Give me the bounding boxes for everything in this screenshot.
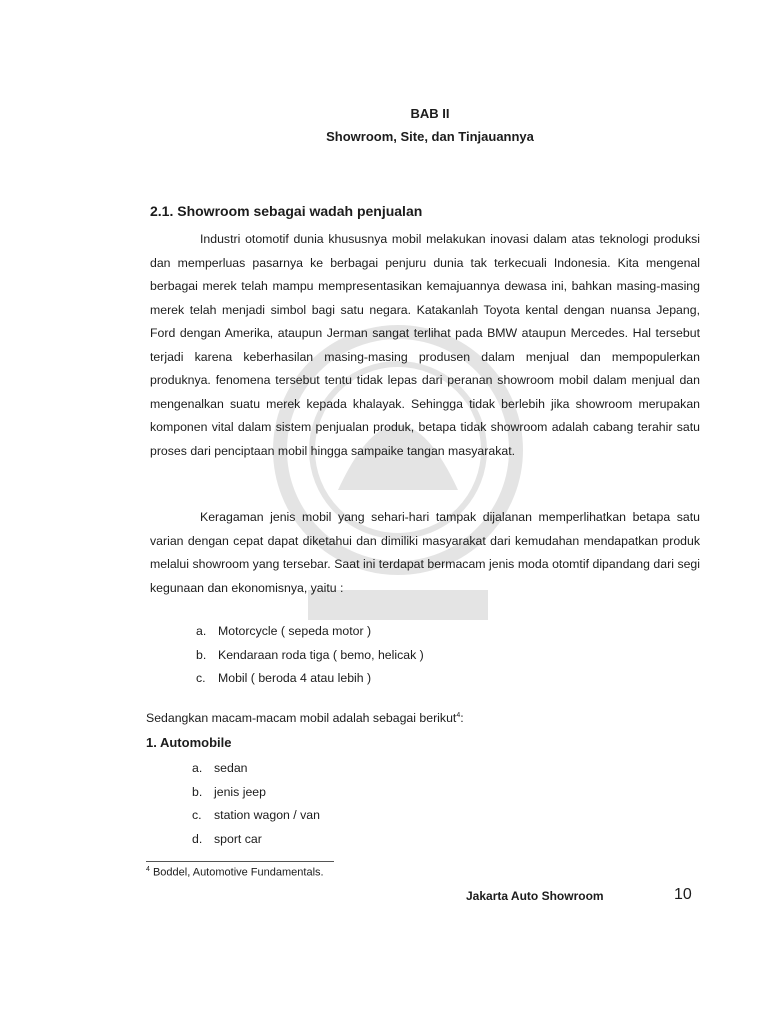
list-item [192, 828, 320, 852]
list-item-text: Mobil ( beroda 4 atau lebih ) [218, 671, 372, 685]
list-item-text: station wagon / van [214, 808, 320, 822]
footnote-number: 4 [146, 866, 150, 873]
running-title: Jakarta Auto Showroom [466, 889, 604, 903]
footnote [146, 866, 324, 879]
footnote-text: Boddel, Automotive Fundamentals. [152, 866, 324, 879]
list-item-text: sedan [214, 761, 248, 775]
list-marker: a. [192, 761, 203, 775]
body-paragraph: Industri otomotif dunia khususnya mobil melakukan inovasi dalam atas teknologi produksi dan memperluas pasarnya ke berbagai penjuru dunia tak terkecuali Indonesia. Kita mengenal berbagai merek telah mampu mempresentasikan kemajuannya dewasa ini, bahkan masing-masing merek telah menjadi simbol bagi satu negara. Katakanlah Toyota kental dengan nuansa Jepang, Ford dengan Amerika, ataupun Jerman sangat terlihat pada BMW ataupun Mercedes. Hal tersebut terjadi karena keberhasilan masing-masing produsen dalam menjual dan mempopulerkan produknya. fenomena tersebut tentu tidak lepas dari peranan showroom mobil dalam menjual dan mengenalkan suatu merek kepada khalayak. Sehingga tidak berlebih jika showroom merupakan komponen vital dalam sistem penjualan produk, betapa tidak showroom adalah cabang terahir satu proses dari penciptaan mobil hingga sampaike tangan masyarakat. [150, 232, 700, 458]
list-item [196, 620, 424, 644]
list-marker: c. [196, 671, 206, 685]
list-item-text: jenis jeep [214, 784, 266, 799]
body-paragraph: Keragaman jenis mobil yang sehari-hari tampak dijalanan memperlihatkan betapa satu varian dengan cepat dapat diketahui dan dimiliki masyarakat dari kemudahan mendapatkan produk melalui showroom yang tersebar. Saat ini terdapat bermacam jenis moda otomtif dipandang dari segi kegunaan dan ekonomisnya, yaitu : [150, 510, 700, 595]
automobile-list [192, 757, 320, 851]
list-marker: c. [192, 808, 202, 822]
list-item-text: sport car [214, 831, 262, 846]
page-number: 10 [674, 886, 692, 903]
footnote-ref: 4 [456, 711, 461, 719]
list-marker: b. [192, 784, 203, 799]
chapter-number: BAB II [410, 106, 450, 121]
list-marker: b. [196, 647, 207, 662]
section-heading: 2.1. Showroom sebagai wadah penjualan [150, 203, 423, 219]
automobile-heading: 1. Automobile [146, 735, 232, 750]
chapter-title: Showroom, Site, dan Tinjauannya [326, 129, 534, 144]
moda-list [196, 620, 424, 691]
list-item [196, 644, 424, 668]
list-item [192, 781, 320, 805]
list-marker: d. [192, 831, 203, 846]
list-item [192, 757, 320, 781]
types-intro: Sedangkan macam-macam mobil adalah sebagai berikut$^4$: [146, 711, 464, 725]
list-item-text: Kendaraan roda tiga ( bemo, helicak ) [218, 647, 424, 662]
list-item-text: Motorcycle ( sepeda motor ) [218, 624, 372, 638]
list-marker: a. [196, 624, 207, 638]
list-item [192, 804, 320, 828]
list-item [196, 667, 424, 691]
footnote-divider [146, 861, 334, 862]
